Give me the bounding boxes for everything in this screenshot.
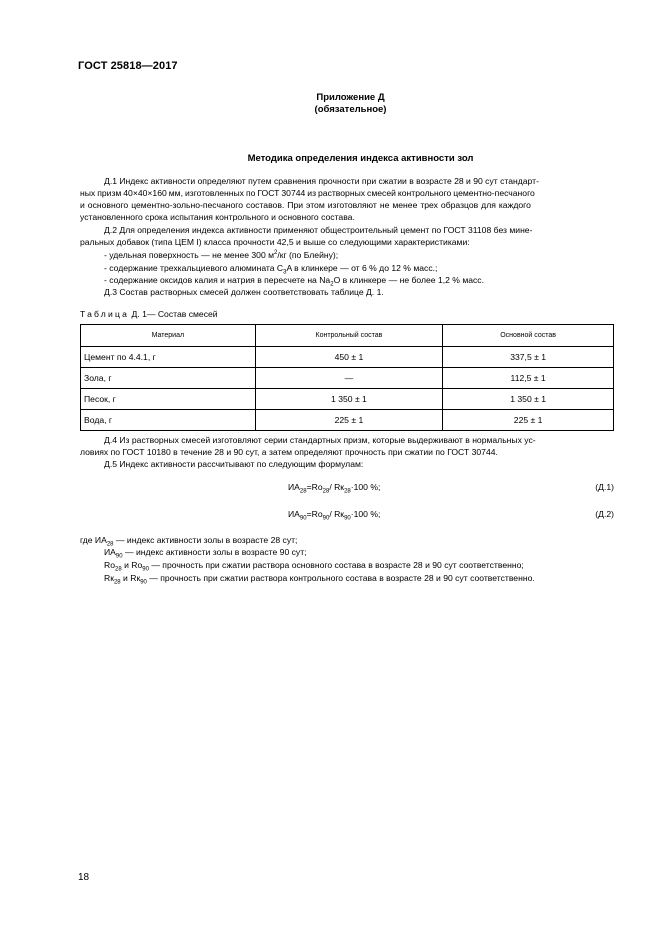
table-header-cell: Материал <box>81 325 256 347</box>
definition-line: где $ИА_{28}$ — индекс активности золы в возрасте 28 сут; <box>80 535 298 548</box>
table-cell: 112,5 ± 1 <box>443 368 614 389</box>
bullet-item: - содержание оксидов калия и натрия в пересчете на $Na_2O$ в клинкере — не более 1,2 % масс. <box>104 275 484 288</box>
table-cell: 337,5 ± 1 <box>443 347 614 368</box>
formula-d1: $ИА_{28}=Rо_{28}/$ $Rк_{28}\cdot 100$ %; <box>288 482 381 495</box>
text-line: и основного цементно-зольно-песчаного составов. При этом изготовляют не менее трех образцов для каждого <box>80 200 531 210</box>
table-row <box>81 389 614 410</box>
table-row <box>81 368 614 389</box>
text-line: ловиях по ГОСТ 10180 в течение 28 и 90 сут, а затем определяют прочность при сжатии по ГОСТ 30744. <box>80 447 498 457</box>
table-caption-label: Таблица <box>80 309 130 319</box>
table-cell: 225 ± 1 <box>255 410 443 431</box>
formula-d2: $ИА_{90}=Rо_{90}/$ $Rк_{90}\cdot 100$ %; <box>288 509 381 522</box>
text-line: установленного срока испытания контрольного и основного состава. <box>80 212 355 222</box>
table-cell: Песок, г <box>81 389 256 410</box>
appendix-status: (обязательное) <box>314 104 387 115</box>
table-header-row <box>81 325 614 347</box>
definition-line: $Rк_{28}$ и $Rк_{90}$ — прочность при сжатии раствора контрольного состава в возрасте 28 и 90 сут соответственно. <box>104 573 535 586</box>
document-header: ГОСТ 25818—2017 <box>78 60 178 72</box>
bullet-item: - удельная поверхность — не менее 300 $м^2/кг$ (по Блейну); <box>104 250 339 260</box>
section-title: Методика определения индекса активности зол <box>247 153 474 164</box>
text-line: ральных добавок (типа ЦЕМ I) класса прочности 42,5 и выше со следующими характеристиками: <box>80 237 470 247</box>
table-header-cell: Основной состав <box>443 325 614 347</box>
table-cell: — <box>255 368 443 389</box>
appendix-title: Приложение Д <box>316 92 385 103</box>
paragraph-d5: Д.5 Индекс активности рассчитывают по следующим формулам: <box>104 459 364 469</box>
table-cell: 450 ± 1 <box>255 347 443 368</box>
table-caption <box>80 309 218 319</box>
formula-number: (Д.1) <box>595 482 614 492</box>
mix-composition-table <box>80 324 614 431</box>
text-line: ных призм 40×40×160 мм, изготовленных по ГОСТ 30744 из растворных смесей контрольного цементно-песчаного <box>80 188 535 198</box>
table-cell: Цемент по 4.4.1, г <box>81 347 256 368</box>
table-row <box>81 347 614 368</box>
table-cell: Вода, г <box>81 410 256 431</box>
table-row <box>81 410 614 431</box>
page-number: 18 <box>78 872 90 883</box>
table-cell: 225 ± 1 <box>443 410 614 431</box>
table-cell: 1 350 ± 1 <box>255 389 443 410</box>
definition-line: $ИА_{90}$ — индекс активности золы в возрасте 90 сут; <box>104 547 307 560</box>
table-caption-text: Д. 1— Состав смесей <box>131 309 218 319</box>
text-line: Д.4 Из растворных смесей изготовляют серии стандартных призм, которые выдерживают в нормальных ус- <box>104 435 536 445</box>
formula-number: (Д.2) <box>595 509 614 519</box>
text-line: Д.2 Для определения индекса активности применяют общестроительный цемент по ГОСТ 31108 без мине- <box>104 225 533 235</box>
paragraph-d3: Д.3 Состав растворных смесей должен соответствовать таблице Д. 1. <box>104 287 384 297</box>
definition-line: $Rо_{28}$ и $Rо_{90}$ — прочность при сжатии раствора основного состава в возрасте 28 и 90 сут соответственно; <box>104 560 524 573</box>
table-header-cell: Контрольный состав <box>255 325 443 347</box>
text-line: Д.1 Индекс активности определяют путем сравнения прочности при сжатии в возрасте 28 и 90 сут стандарт- <box>104 176 539 186</box>
table-cell: Зола, г <box>81 368 256 389</box>
table-cell: 1 350 ± 1 <box>443 389 614 410</box>
bullet-item: - содержание трехкальциевого алюмината $C_3A$ в клинкере — от 6 % до 12 % масс.; <box>104 263 438 276</box>
